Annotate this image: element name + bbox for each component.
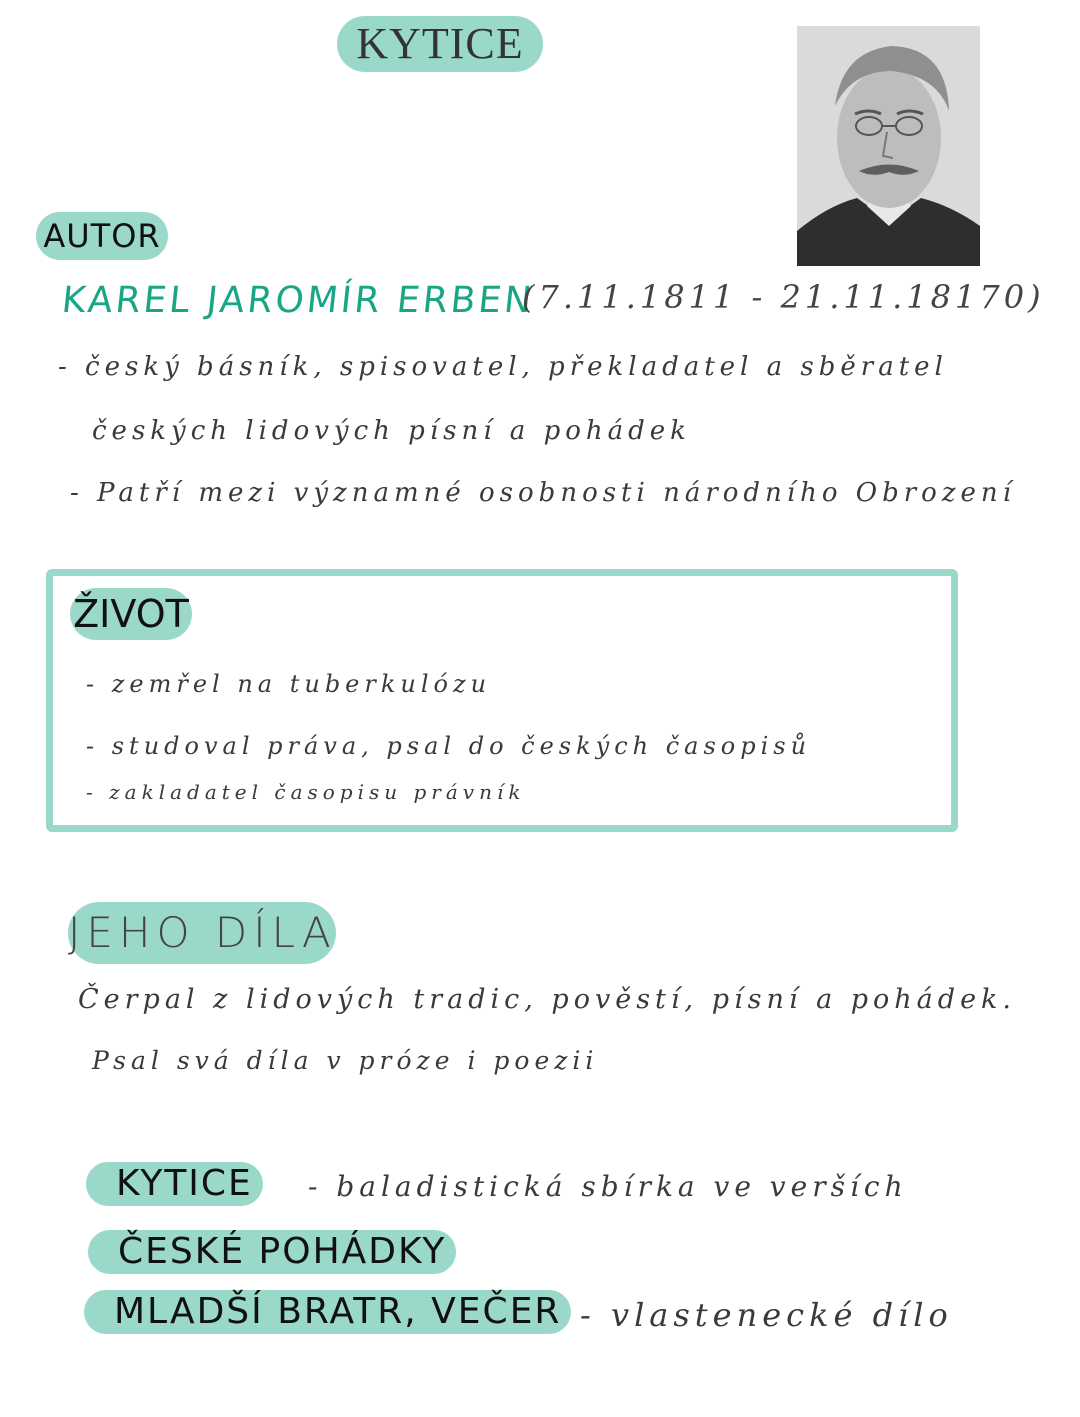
author-bullet-2: - Patří mezi významné osobnosti národního Obrození — [70, 478, 1016, 508]
author-name: KAREL JAROMÍR ERBEN — [59, 280, 537, 321]
author-dates: (7.11.1811 - 21.11.18170) — [522, 278, 1045, 316]
work-title-kytice: KYTICE — [86, 1162, 263, 1206]
portrait-image — [797, 26, 980, 266]
life-item-3: - zakladatel časopisu právník — [86, 780, 526, 804]
author-heading: AUTOR — [36, 212, 168, 260]
works-intro-2: Psal svá díla v próze i poezii — [92, 1046, 599, 1075]
works-heading: JEHO DÍLA — [68, 902, 336, 964]
work-title-mladsi-bratr-vecer: MLADŠÍ BRATR, VEČER — [84, 1290, 571, 1334]
work-desc-kytice: - baladistická sbírka ve verších — [308, 1170, 908, 1203]
page-title: KYTICE — [337, 16, 543, 72]
life-item-2: - studoval práva, psal do českých časopisů — [86, 732, 812, 760]
life-item-1: - zemřel na tuberkulózu — [86, 670, 492, 698]
work-title-ceske-pohadky: ČESKÉ POHÁDKY — [88, 1230, 456, 1274]
author-bullet-1-continued: českých lidových písní a pohádek — [92, 416, 691, 446]
author-portrait — [797, 26, 980, 266]
life-heading: ŽIVOT — [70, 588, 192, 640]
author-bullet-1: - český básník, spisovatel, překladatel a sběratel — [58, 352, 948, 382]
works-intro-1: Čerpal z lidových tradic, pověstí, písní a pohádek. — [78, 984, 1016, 1015]
work-desc-mladsi-bratr-vecer: - vlastenecké dílo — [580, 1296, 953, 1334]
